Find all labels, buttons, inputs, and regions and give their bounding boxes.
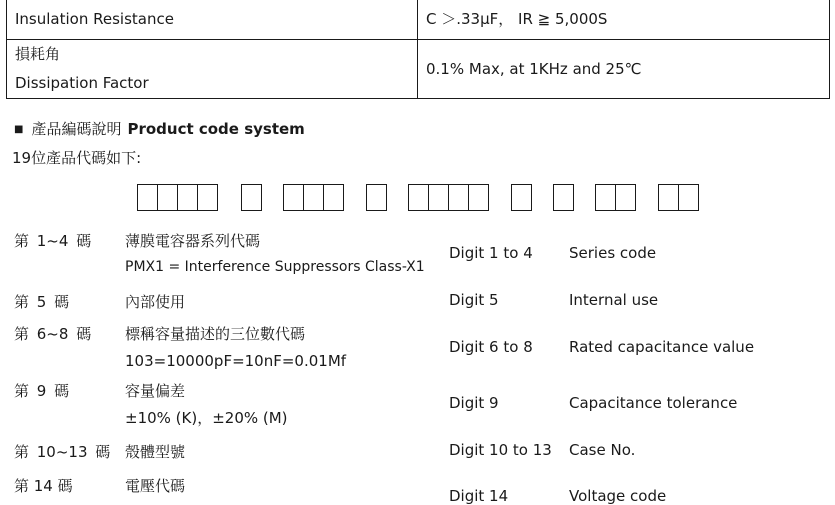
- digit-zh-note: ±10% (K)，±20% (M): [125, 409, 288, 427]
- code-box: [679, 184, 699, 211]
- code-box: [283, 184, 304, 211]
- digit-en-label: Digit 6 to 8: [449, 338, 533, 356]
- code-box: [595, 184, 616, 211]
- digit-en-label: Digit 10 to 13: [449, 441, 552, 459]
- bullet-icon: ■: [14, 124, 24, 135]
- digit-en-desc: Series code: [569, 244, 657, 262]
- code-box: [658, 184, 679, 211]
- code-box: [469, 184, 489, 211]
- code-box: [408, 184, 429, 211]
- code-box-group: [241, 184, 262, 211]
- code-box-group: [366, 184, 387, 211]
- digit-zh-note: 103=10000pF=10nF=0.01Mf: [125, 352, 347, 370]
- digit-zh-label: 第 14 碼: [14, 477, 73, 495]
- spec-label-zh: 損耗角: [15, 45, 61, 63]
- digit-zh-label: 第 6~8 碼: [14, 325, 92, 343]
- code-box: [553, 184, 574, 211]
- digit-zh-note: PMX1 = Interference Suppressors Class-X1: [125, 259, 425, 275]
- digit-zh-desc: 殼體型號: [125, 443, 186, 461]
- digit-zh-desc: 容量偏差: [125, 382, 186, 400]
- digit-zh-desc: 內部使用: [125, 293, 186, 311]
- code-box-group: [553, 184, 574, 211]
- spec-value: 0.1% Max, at 1KHz and 25℃: [418, 40, 830, 99]
- code-box: [198, 184, 218, 211]
- digit-zh-label: 第 9 碼: [14, 382, 70, 400]
- digit-en-label: Digit 5: [449, 291, 499, 309]
- spec-row-dissipation: [7, 40, 830, 99]
- digit-zh-label: 第 10~13 碼: [14, 443, 111, 461]
- code-box: [304, 184, 324, 211]
- code-box-group: [137, 184, 218, 211]
- code-box: [366, 184, 387, 211]
- code-box-group: [595, 184, 636, 211]
- code-box: [616, 184, 636, 211]
- digit-en-desc: Internal use: [569, 291, 659, 309]
- code-box: [324, 184, 344, 211]
- code-intro: 19位產品代碼如下:: [12, 149, 142, 167]
- spec-label: [7, 40, 418, 99]
- code-box: [241, 184, 262, 211]
- spec-label-en: Dissipation Factor: [15, 74, 149, 92]
- spec-table: [6, 0, 830, 99]
- section-title-zh: 產品編碼說明: [31, 120, 122, 138]
- digit-en-desc: Rated capacitance value: [569, 338, 755, 356]
- code-box: [178, 184, 198, 211]
- code-box: [137, 184, 158, 211]
- code-box: [511, 184, 532, 211]
- section-heading: [14, 118, 305, 139]
- code-box: [449, 184, 469, 211]
- section-title-en: Product code system: [127, 120, 305, 138]
- code-box-group: [283, 184, 344, 211]
- code-box-group: [658, 184, 699, 211]
- code-box-group: [511, 184, 532, 211]
- digit-en-label: Digit 9: [449, 394, 499, 412]
- spec-value: C ＞.33μF， IR ≧ 5,000S: [418, 0, 830, 40]
- digit-zh-desc: 電壓代碼: [125, 477, 186, 495]
- digit-zh-label: 第 1~4 碼: [14, 232, 92, 250]
- spec-row-insulation: [7, 0, 830, 40]
- digit-zh-label: 第 5 碼: [14, 293, 70, 311]
- digit-zh-desc: 標稱容量描述的三位數代碼: [125, 325, 306, 343]
- code-box: [429, 184, 449, 211]
- code-box-group: [408, 184, 489, 211]
- digit-en-desc: Voltage code: [569, 487, 667, 505]
- spec-label: Insulation Resistance: [7, 0, 418, 40]
- digit-en-label: Digit 14: [449, 487, 509, 505]
- digit-en-desc: Case No.: [569, 441, 636, 459]
- digit-en-label: Digit 1 to 4: [449, 244, 533, 262]
- code-box: [158, 184, 178, 211]
- digit-en-desc: Capacitance tolerance: [569, 394, 738, 412]
- digit-zh-desc: 薄膜電容器系列代碼: [125, 232, 261, 250]
